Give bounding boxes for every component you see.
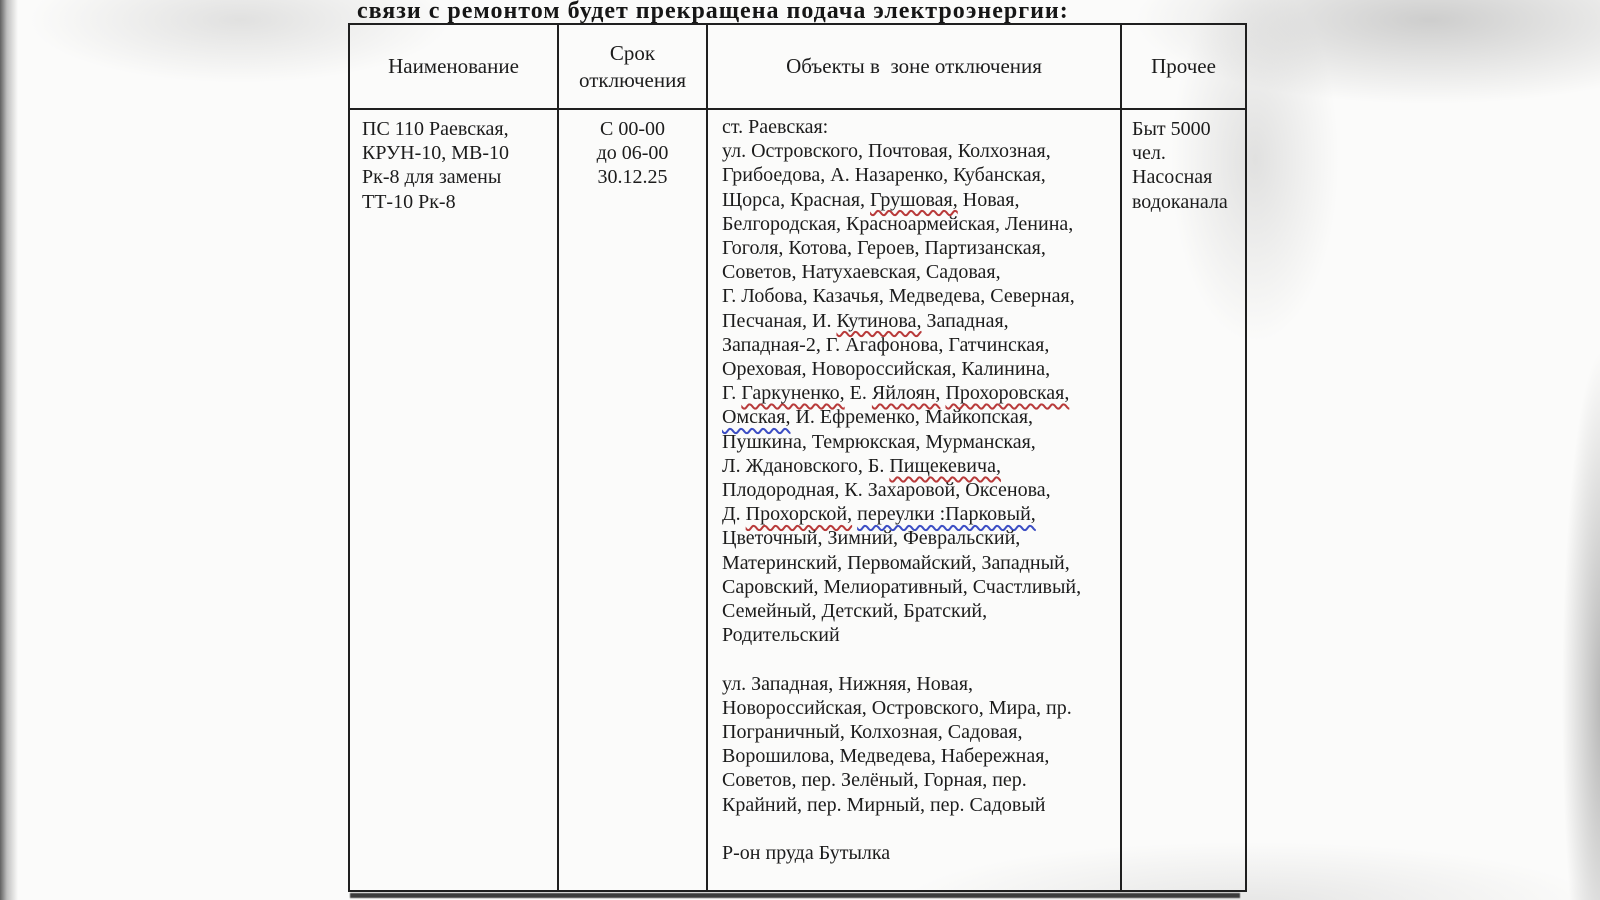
spellcheck-red-underline: Прохорской,	[745, 503, 853, 526]
spellcheck-red-underline: Пищекевича,	[889, 454, 1001, 477]
text-line: Цветочный, Зимний, Февральский,	[722, 527, 1021, 550]
text-line: Гоголя, Котова, Героев, Партизанская,	[722, 237, 1046, 260]
text-line: Быт 5000	[1132, 118, 1211, 140]
text-line: Насосная	[1132, 166, 1213, 189]
spellcheck-red-underline: Гаркуненко,	[741, 382, 845, 405]
text-line: ТТ-10 Рк-8	[362, 190, 456, 213]
text-line: Пушкина, Темрюкская, Мурманская,	[722, 430, 1036, 453]
intro-text: связи с ремонтом будет прекращена подача электроэнергии:	[357, 0, 1069, 24]
text-line: Г. Лобова, Казачья, Медведева, Северная,	[722, 285, 1075, 308]
outage-table	[348, 23, 1247, 892]
text-line: Песчаная, И. Кутинова, Западная,	[722, 309, 1009, 332]
text-line: Г. Гаркуненко, Е. Яйлоян, Прохоровская,	[722, 382, 1070, 405]
header-row	[349, 24, 1246, 109]
cell-objects	[707, 109, 1121, 891]
text-line	[722, 817, 1118, 841]
spellcheck-blue-underline: переулки :Парковый,	[857, 503, 1036, 526]
text-line: Рк-8 для замены	[362, 166, 502, 189]
cell-name	[349, 109, 558, 891]
text-line: Р-он пруда Бутылка	[722, 842, 891, 865]
text-line: Крайний, пер. Мирный, пер. Садовый	[722, 793, 1046, 816]
text-line: Плодородная, К. Захаровой, Оксенова,	[722, 479, 1051, 502]
text-line: ул. Островского, Почтовая, Колхозная,	[722, 140, 1051, 163]
spellcheck-blue-underline: Омская,	[722, 406, 791, 429]
text-line: Омская, И. Ефременко, Майкопская,	[722, 406, 1034, 429]
text-line: Ореховая, Новороссийская, Калинина,	[722, 358, 1051, 381]
spellcheck-red-underline: Грушовая,	[870, 188, 958, 211]
text-line: С 00-00	[600, 118, 665, 140]
col-header-objects: Объекты в зоне отключения	[707, 24, 1121, 109]
text-line: Советов, Натухаевская, Садовая,	[722, 261, 1001, 284]
text-line: Белгородская, Красноармейская, Ленина,	[722, 212, 1074, 235]
col-header-other: Прочее	[1121, 24, 1246, 109]
text-line: Л. Ждановского, Б. Пищекевича,	[722, 454, 1001, 477]
text-line: водоканала	[1132, 190, 1228, 213]
text-line: чел.	[1132, 142, 1166, 165]
text-line: Ворошилова, Медведева, Набережная,	[722, 745, 1050, 768]
col-header-period: Срок отключения	[558, 24, 707, 109]
text-line	[722, 647, 1118, 671]
cell-period	[558, 109, 707, 891]
text-line: ст. Раевская:	[722, 116, 829, 138]
page-bottom-shadow	[350, 893, 1240, 898]
page-left-edge-shading	[0, 0, 18, 900]
table-row	[349, 109, 1246, 891]
text-line: ул. Западная, Нижняя, Новая,	[722, 672, 974, 695]
text-line: Советов, пер. Зелёный, Горная, пер.	[722, 769, 1027, 792]
text-line: до 06-00	[596, 142, 669, 165]
text-line: Грибоедова, А. Назаренко, Кубанская,	[722, 164, 1046, 187]
text-line: Щорса, Красная, Грушовая, Новая,	[722, 188, 1020, 211]
cell-other	[1121, 109, 1246, 891]
spellcheck-red-underline: Кутинова,	[836, 309, 922, 332]
text-line: Семейный, Детский, Братский,	[722, 600, 988, 623]
text-line: Саровский, Мелиоративный, Счастливый,	[722, 575, 1082, 598]
spellcheck-red-underline: Яйлоян,	[871, 382, 941, 405]
text-line: Новороссийская, Островского, Мира, пр.	[722, 696, 1072, 719]
text-line: Родительский	[722, 624, 840, 647]
spellcheck-red-underline: Прохоровская,	[945, 382, 1070, 405]
text-line: Д. Прохорской, переулки :Парковый,	[722, 503, 1036, 526]
text-line: КРУН-10, МВ-10	[362, 142, 510, 165]
col-header-name: Наименование	[349, 24, 558, 109]
text-line: Западная-2, Г. Агафонова, Гатчинская,	[722, 333, 1050, 356]
text-line: 30.12.25	[597, 166, 668, 189]
text-line: Пограничный, Колхозная, Садовая,	[722, 721, 1023, 744]
text-line: Материнский, Первомайский, Западный,	[722, 551, 1070, 574]
text-line: ПС 110 Раевская,	[362, 118, 509, 140]
